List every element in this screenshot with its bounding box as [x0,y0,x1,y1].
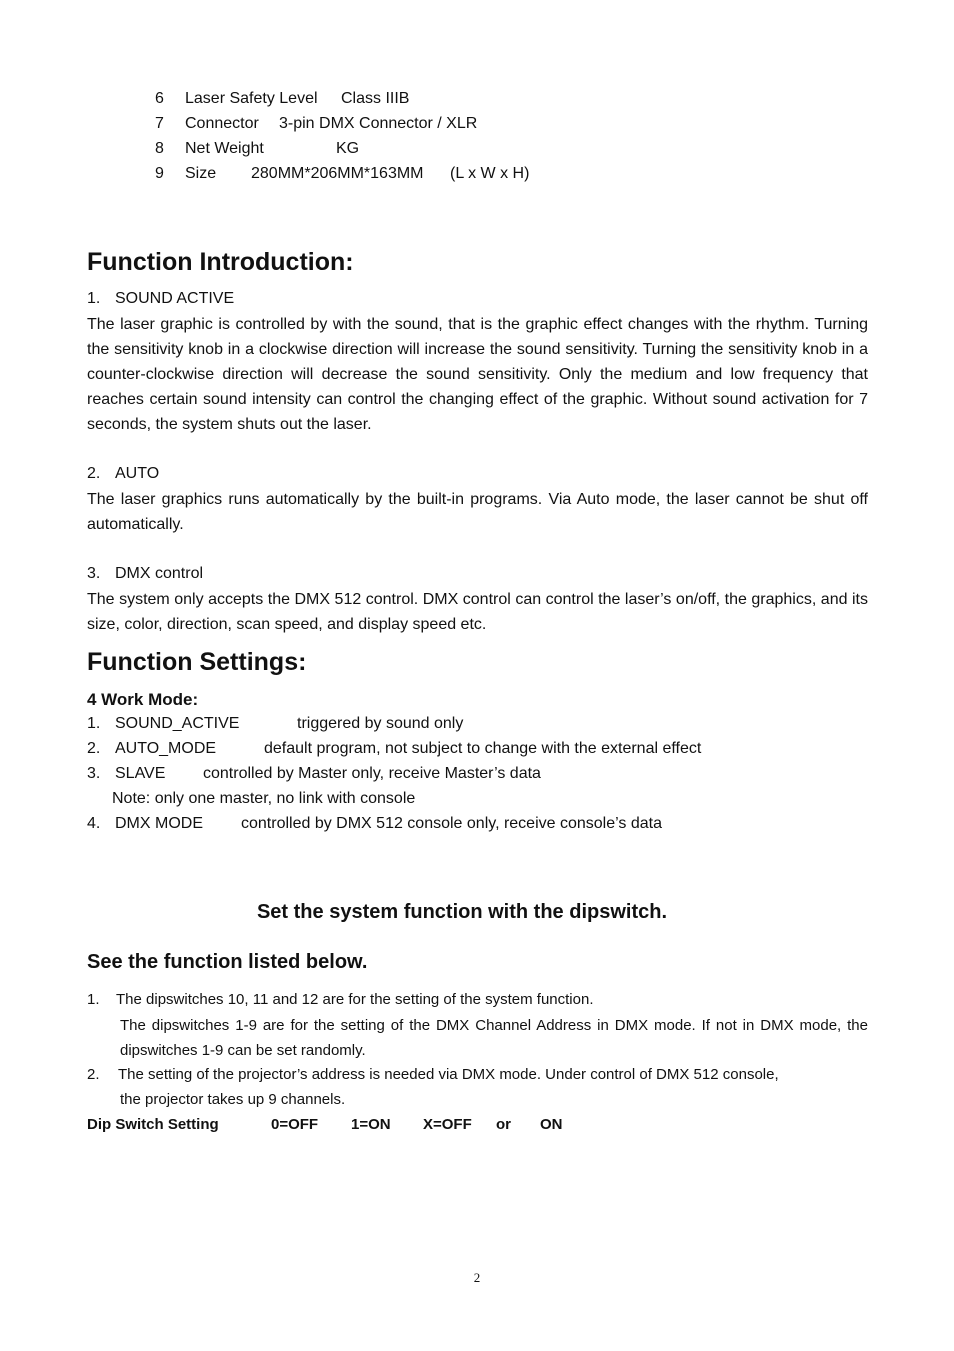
spec-number: 6 [155,90,164,107]
intro-item-text: The laser graphics runs automatically by the built-in programs. Via Auto mode, the laser cannot be shut off automatically. [87,491,868,533]
spec-row [0,140,954,160]
spec-value: KG [336,140,360,157]
mode-description: default program, not subject to change with the external effect [264,740,702,757]
mode-description: triggered by sound only [297,715,464,732]
dip-item-text: the projector takes up 9 channels. [120,1091,346,1108]
list-item [0,740,954,760]
legend-or: or [496,1116,511,1133]
legend-label: Dip Switch Setting [87,1116,219,1133]
intro-item-text: The laser graphic is controlled by with the sound, that is the graphic effect changes with the rhythm. Turning the sensitivity knob in a clockwise direction will increase the sound sensitivity. Turning the sensitivity knob in a counter-clockwise direction will decrease the sound sensitivity. Only the medium and low frequency that reaches certain sound intensity can control the changing effect of the graphic. Without sound activation for 7 seconds, the system shuts out the laser. [87,316,868,433]
spec-number: 7 [155,115,164,132]
dipswitch-heading: Set the system function with the dipswitch. [256,901,668,923]
legend-on: 1=ON [351,1116,391,1133]
intro-item-text: The system only accepts the DMX 512 control. DMX control can control the laser’s on/off, the graphics, and its size, color, direction, scan speed, and display speed etc. [87,591,868,633]
intro-item-number: 2. [87,465,101,482]
spec-number: 9 [155,165,164,182]
spec-dimension-note: (L x W x H) [450,165,530,182]
spec-row [0,90,954,110]
dip-item-number: 2. [87,1066,100,1083]
slave-note: Note: only one master, no link with console [112,790,416,807]
function-settings-title: Function Settings: [87,648,307,676]
spec-row [0,165,954,185]
mode-name: SOUND_ACTIVE [115,715,240,732]
spec-label: Laser Safety Level [185,90,318,107]
mode-number: 4. [87,815,101,832]
spec-label: Size [185,165,217,182]
legend-on-alt: ON [540,1116,563,1133]
function-introduction-title: Function Introduction: [87,248,354,276]
mode-description: controlled by Master only, receive Master’s data [203,765,541,782]
intro-item-heading: DMX control [115,565,204,582]
mode-name: AUTO_MODE [115,740,217,757]
spec-value: Class IIIB [341,90,410,107]
spec-label: Connector [185,115,259,132]
spec-label: Net Weight [185,140,264,157]
dip-item-number: 1. [87,991,100,1008]
spec-value: 280MM*206MM*163MM [251,165,424,182]
list-item [0,765,954,785]
legend-x: X=OFF [423,1116,472,1133]
spec-value: 3-pin DMX Connector / XLR [279,115,478,132]
spec-row [0,115,954,135]
legend-off: 0=OFF [271,1116,319,1133]
dip-switch-legend [0,1116,954,1136]
intro-item-heading: AUTO [115,465,160,482]
intro-item-number: 3. [87,565,101,582]
intro-item-number: 1. [87,290,101,307]
dip-item-text: The dipswitches 1-9 are for the setting of the DMX Channel Address in DMX mode. If not in DMX mode, the dipswitches 1-9 can be set randomly. [120,1017,868,1059]
dip-item-first-line: The dipswitches 10, 11 and 12 are for the setting of the system function. [116,991,594,1008]
list-item [0,715,954,735]
list-item [0,815,954,835]
intro-item-heading: SOUND ACTIVE [115,290,235,307]
mode-name: DMX MODE [115,815,203,832]
dip-item-first-line: The setting of the projector’s address is needed via DMX mode. Under control of DMX 512 console, [118,1066,779,1083]
dipswitch-subheading: See the function listed below. [87,951,368,973]
page-number: 2 [473,1270,481,1285]
mode-name: SLAVE [115,765,166,782]
mode-description: controlled by DMX 512 console only, receive console’s data [241,815,662,832]
work-mode-subtitle: 4 Work Mode: [87,690,199,709]
mode-number: 2. [87,740,101,757]
spec-number: 8 [155,140,164,157]
mode-number: 3. [87,765,101,782]
mode-number: 1. [87,715,101,732]
